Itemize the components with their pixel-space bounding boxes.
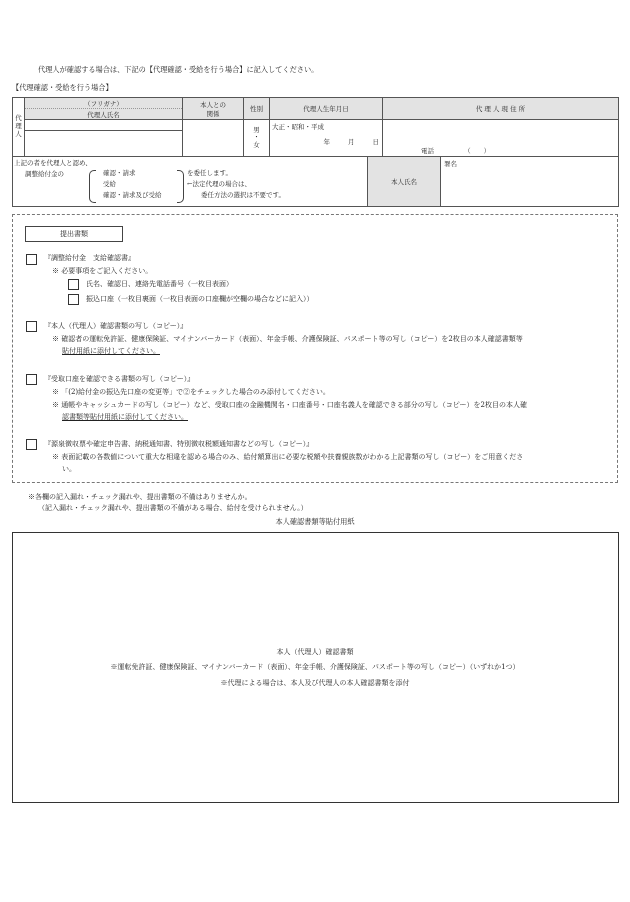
- principal-name-label: 本人氏名: [368, 157, 441, 207]
- item2-checkbox[interactable]: [26, 321, 37, 332]
- item4-line2: い。: [62, 465, 76, 473]
- agent-name-header: 代理人氏名: [25, 109, 183, 120]
- item3-line2: ※ 通帳やキャッシュカードの写し（コピー）など、受取口座の金融機関名・口座番号・口座名義人を確認できる部分の写し（コピー）を2枚目の本人確: [52, 401, 527, 409]
- item3-title: 『受取口座を確認できる書類の写し（コピー）』: [44, 375, 195, 383]
- furigana-header: （フリガナ）: [25, 98, 183, 109]
- item3-line1: ※ 「(2)給付金の振込先口座の変更等」で②をチェックした場合のみ添付してください。: [52, 388, 330, 396]
- delegation-suffix: を委任します。: [187, 169, 232, 177]
- item1-checkbox[interactable]: [26, 254, 37, 265]
- intro-text: 代理人が確認する場合は、下記の【代理確認・受給を行う場合】に記入してください。: [38, 65, 319, 74]
- footnote-check: ※各欄の記入漏れ・チェック漏れや、提出書類の不備はありませんか。: [28, 493, 252, 501]
- item4-line1: ※ 表面記載の各数値について重大な相違を認める場合のみ、給付額算出に必要な税額や扶養親族数がわかる上記書類の写し（コピー）をご用意くださ: [52, 453, 524, 461]
- gender-header: 性別: [244, 98, 270, 120]
- option-confirm-request[interactable]: 確認・請求: [103, 169, 136, 177]
- item1-sub2-checkbox[interactable]: [68, 294, 79, 305]
- submission-header-box: [25, 226, 123, 242]
- address-header: 代 理 人 現 住 所: [383, 98, 619, 120]
- delegation-cell: [13, 157, 368, 207]
- option-bracket-right: [177, 170, 184, 203]
- delegation-line1: 上記の者を代理人と認め、: [14, 159, 92, 167]
- birthdate-input[interactable]: [270, 120, 383, 157]
- agent-side-label: 代 理 人: [13, 98, 25, 157]
- footnote-warning: （記入漏れ・チェック漏れや、提出書類の不備がある場合、給付を受けられません。）: [38, 504, 308, 512]
- relation-header: 本人との 関係: [183, 98, 244, 120]
- item1-sub2-label: 振込口座（一枚目裏面（一枚目表面の口座欄が空欄の場合などに記入））: [86, 295, 314, 303]
- item1-note: ※ 必要事項をご記入ください。: [52, 267, 153, 275]
- item2-line1: ※ 確認者の運転免許証、健康保険証、マイナンバーカード（表面）、年金手帳、介護保険証、パスポート等の写し（コピー）を2枚目の本人確認書類等: [52, 335, 523, 343]
- agent-section-title: 【代理確認・受給を行う場合】: [12, 83, 113, 92]
- paste-heading: 本人（代理人）確認書類: [276, 648, 354, 656]
- item2-line2: 貼付用紙に添付してください。: [62, 347, 160, 355]
- agent-name-input[interactable]: [25, 131, 183, 157]
- gender-selector[interactable]: 男 ・ 女: [244, 120, 270, 157]
- delegation-line2: 調整給付金の: [25, 170, 64, 178]
- address-input[interactable]: [383, 120, 619, 157]
- relation-input[interactable]: [183, 120, 244, 157]
- item3-line3: 認書類等貼付用紙に添付してください。: [62, 413, 188, 421]
- furigana-input[interactable]: [25, 120, 183, 131]
- signature-field[interactable]: [441, 157, 619, 207]
- agent-table: [12, 97, 619, 207]
- item4-title: 『源泉徴収票や確定申告書、納税通知書、特別徴収税額通知書などの写し（コピー）』: [44, 440, 314, 448]
- paste-sheet-title: 本人確認書類等貼付用紙: [275, 517, 355, 526]
- paste-line2: ※代理による場合は、本人及び代理人の本人確認書類を添付: [220, 679, 410, 687]
- item3-checkbox[interactable]: [26, 374, 37, 385]
- phone-label: 電話: [421, 147, 434, 155]
- item1-sub1-checkbox[interactable]: [68, 279, 79, 290]
- signature-label: 署名: [444, 160, 457, 168]
- item1-title: 『調整給付金 支給確認書』: [44, 254, 135, 262]
- paste-line1: ※運転免許証、健康保険証、マイナンバーカード（表面）、年金手帳、介護保険証、パスポート等の写し（コピー）（いずれか1つ）: [110, 663, 520, 671]
- item1-sub1-label: 氏名、確認日、連絡先電話番号（一枚目表面）: [86, 280, 233, 288]
- phone-parens: （ ）: [464, 147, 491, 155]
- option-receive[interactable]: 受給: [103, 180, 116, 188]
- era-options: 大正・昭和・平成: [272, 123, 324, 131]
- item4-checkbox[interactable]: [26, 439, 37, 450]
- submission-header: 提出書類: [60, 230, 88, 238]
- birthdate-header: 代理人生年月日: [270, 98, 383, 120]
- item2-title: 『本人（代理人）確認書類の写し（コピー）』: [44, 322, 188, 330]
- option-both[interactable]: 確認・請求及び受給: [103, 191, 162, 199]
- date-units: 年 月 日: [323, 138, 379, 146]
- delegation-note2: 委任方法の選択は不要です。: [201, 191, 285, 199]
- delegation-note1: ←法定代理の場合は、: [187, 180, 251, 188]
- option-bracket-left: [89, 170, 96, 203]
